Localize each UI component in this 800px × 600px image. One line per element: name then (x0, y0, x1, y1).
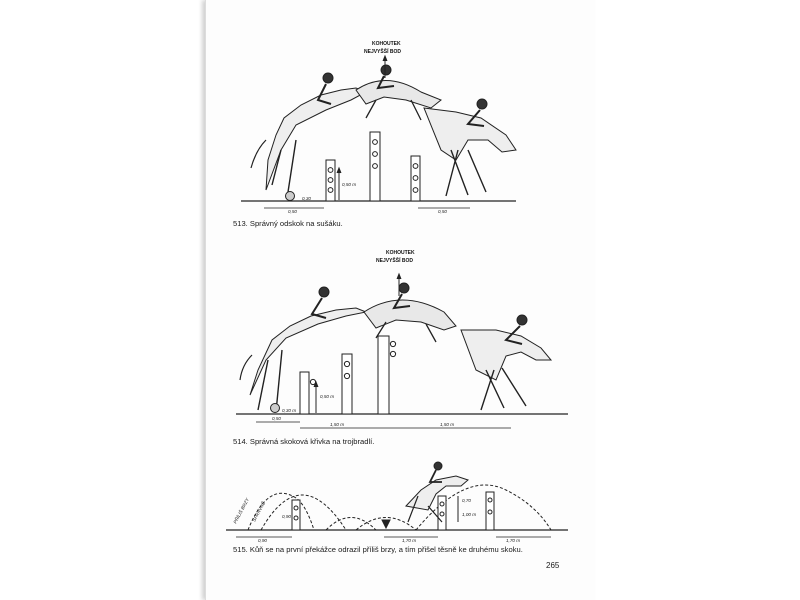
fig513-right-dist: 0,50 (438, 209, 447, 214)
page-number: 265 (546, 561, 560, 570)
fig514-mid-dist: 1,50 m (330, 422, 345, 427)
fig515-correct-label: SPRÁVNĚ (251, 500, 267, 523)
fig515-height-2: 1,00 m (462, 512, 477, 517)
figure-515-illustration (206, 450, 595, 545)
fig513-peak-label-1: KOHOUTEK (372, 41, 401, 47)
fig513-ball-dim: 0,30 (302, 196, 311, 201)
caption-515: 515. Kůň se na první překážce odrazil příliš brzy, a tím přišel těsně ke druhému skoku. (233, 545, 523, 554)
fig514-height-dim: 0,50 m (320, 394, 335, 399)
fig515-mid-dist: 1,70 m (402, 538, 417, 543)
fig513-height-dim: 0,50 m (342, 182, 357, 187)
fig513-left-dist: 0,50 (288, 209, 297, 214)
fig515-early-label: PŘÍLIŠ BRZY (232, 497, 251, 525)
figure-514-illustration (206, 230, 595, 440)
fig513-peak-label-2: NEJVYŠŠÍ BOD (364, 49, 401, 55)
fig514-ball-dim: 0,30 m (282, 408, 297, 413)
fig515-height-1: 0,70 (462, 498, 471, 503)
fig514-peak-label-1: KOHOUTEK (386, 250, 415, 256)
fig514-peak-label-2: NEJVYŠŠÍ BOD (376, 258, 413, 264)
fig515-first-dist: 0,90 (258, 538, 267, 543)
fig515-first-height: 0,90 (282, 514, 291, 519)
caption-514: 514. Správná skoková křivka na trojbradlí. (233, 437, 375, 446)
fig514-left-dist: 0,50 (272, 416, 281, 421)
book-page (205, 0, 595, 600)
fig515-right-dist: 1,70 m (506, 538, 521, 543)
figure-513-illustration (206, 0, 595, 230)
fig514-right-dist: 1,50 m (440, 422, 455, 427)
caption-513: 513. Správný odskok na sušáku. (233, 219, 343, 228)
